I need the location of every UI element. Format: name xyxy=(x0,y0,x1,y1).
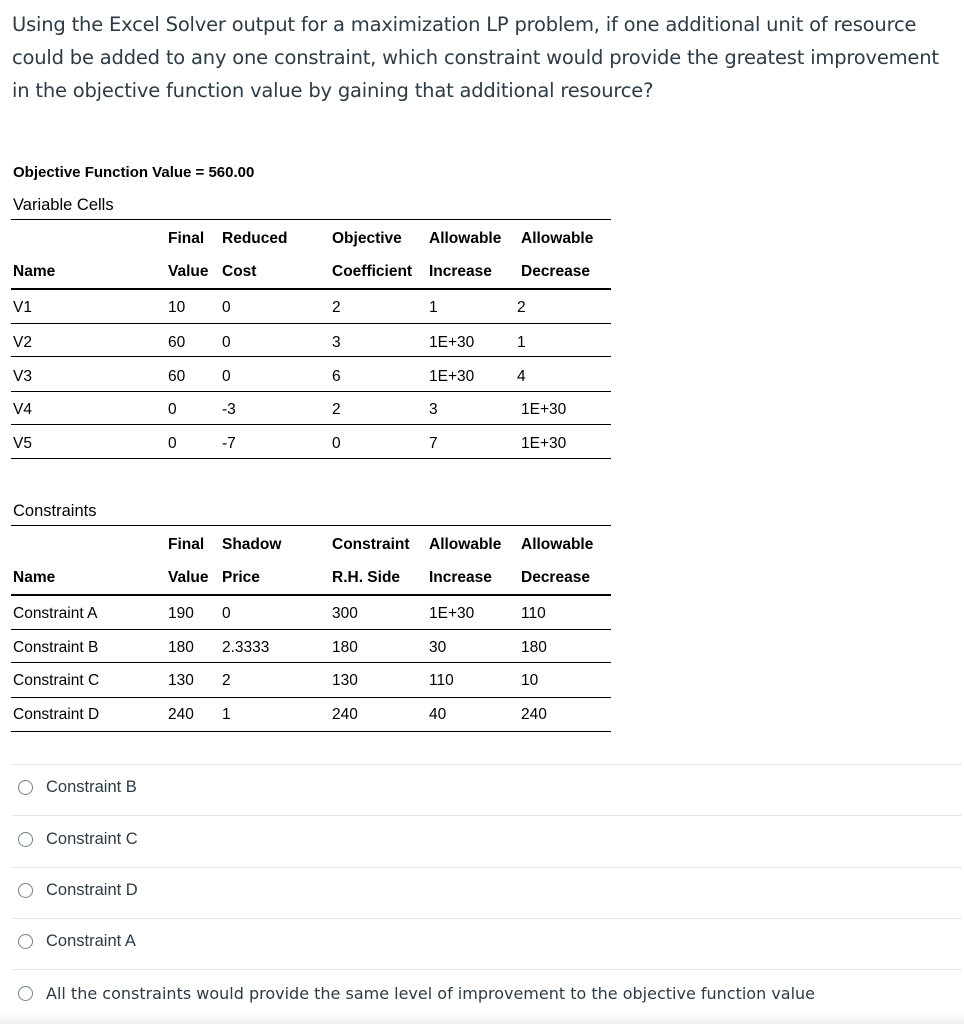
table-cell: 1 xyxy=(429,299,438,316)
table-rule xyxy=(11,594,611,596)
table-cell: 6 xyxy=(332,368,341,385)
table-cell: 240 xyxy=(168,706,194,723)
column-header: Allowable xyxy=(429,230,502,247)
table-cell: 60 xyxy=(168,334,186,351)
row-name: Constraint B xyxy=(13,639,99,656)
option-label: Constraint D xyxy=(46,881,138,899)
table-cell: 10 xyxy=(521,672,539,689)
table-cell: 130 xyxy=(168,672,194,689)
table-cell: 4 xyxy=(517,368,526,385)
table-rule xyxy=(11,662,611,663)
column-header: Allowable xyxy=(521,536,594,553)
option-divider xyxy=(12,764,962,765)
row-name: V1 xyxy=(13,299,32,316)
column-header: Value xyxy=(168,569,209,586)
table-cell: 2.3333 xyxy=(222,639,270,656)
table-cell: 1 xyxy=(517,334,526,351)
row-name: Constraint D xyxy=(13,706,100,723)
question-text: Using the Excel Solver output for a maximization LP problem, if one additional unit of resource could be added to any one constraint, which constraint would provide the greatest improvement in the objective function value by gaining that additional resource? xyxy=(12,13,939,102)
column-header: Decrease xyxy=(521,263,590,280)
option-label: Constraint B xyxy=(46,778,137,796)
table-cell: 0 xyxy=(222,605,231,622)
column-header: Cost xyxy=(222,263,257,280)
option-divider xyxy=(12,918,962,919)
column-header: Final xyxy=(168,536,205,553)
table-cell: 30 xyxy=(429,639,447,656)
option-divider xyxy=(12,969,962,970)
column-header: R.H. Side xyxy=(332,569,401,586)
table-cell: 10 xyxy=(168,299,186,316)
table-rule xyxy=(11,323,611,324)
table-rule xyxy=(11,731,611,732)
objective-function-value: Objective Function Value = 560.00 xyxy=(13,164,255,181)
table-cell: 3 xyxy=(429,401,438,418)
option-divider xyxy=(12,867,962,868)
row-name: Constraint C xyxy=(13,672,100,689)
row-name: V3 xyxy=(13,368,32,385)
table-cell: 0 xyxy=(168,401,177,418)
radio-button[interactable] xyxy=(18,934,33,949)
option-constraint-c[interactable] xyxy=(18,830,138,849)
table-rule xyxy=(11,391,611,392)
table-cell: 0 xyxy=(222,299,231,316)
table-cell: 180 xyxy=(332,639,358,656)
table-cell: 0 xyxy=(168,435,177,452)
column-header: Objective xyxy=(332,230,402,247)
column-header: Shadow xyxy=(222,536,282,553)
column-header: Value xyxy=(168,263,209,280)
table-cell: 180 xyxy=(168,639,194,656)
column-header: Price xyxy=(222,569,260,586)
table-cell: 180 xyxy=(521,639,547,656)
table-cell: 3 xyxy=(332,334,341,351)
table-cell: 2 xyxy=(517,299,526,316)
table-cell: 60 xyxy=(168,368,186,385)
table-cell: 110 xyxy=(429,672,454,689)
table-cell: 1 xyxy=(222,706,231,723)
table-cell: 1E+30 xyxy=(429,605,475,622)
column-header: Increase xyxy=(429,263,492,280)
column-header: Final xyxy=(168,230,205,247)
table-cell: 40 xyxy=(429,706,447,723)
table-cell: 1E+30 xyxy=(429,368,475,385)
radio-button[interactable] xyxy=(18,832,33,847)
table-cell: 1E+30 xyxy=(521,435,567,452)
table-cell: 240 xyxy=(332,706,358,723)
option-label: All the constraints would provide the same level of improvement to the objective function value xyxy=(46,984,816,1003)
table-rule xyxy=(11,219,611,220)
row-name: V4 xyxy=(13,401,32,418)
table-cell: 1E+30 xyxy=(429,334,475,351)
column-header: Increase xyxy=(429,569,492,586)
table-rule xyxy=(11,288,611,290)
column-header: Name xyxy=(13,569,56,586)
option-label: Constraint C xyxy=(46,830,138,848)
row-name: V2 xyxy=(13,334,32,351)
variable-cells-label: Variable Cells xyxy=(13,196,114,214)
table-cell: 2 xyxy=(222,672,231,689)
column-header: Coefficient xyxy=(332,263,413,280)
column-header: Name xyxy=(13,263,56,280)
table-cell: 0 xyxy=(222,334,231,351)
table-rule xyxy=(11,356,611,357)
table-cell: 1E+30 xyxy=(521,401,567,418)
table-cell: 190 xyxy=(168,605,194,622)
table-cell: -3 xyxy=(222,401,236,418)
table-rule xyxy=(11,458,611,459)
table-rule xyxy=(11,697,611,698)
row-name: V5 xyxy=(13,435,32,452)
radio-button[interactable] xyxy=(18,986,33,1001)
column-header: Allowable xyxy=(521,230,594,247)
column-header: Constraint xyxy=(332,536,410,553)
option-label: Constraint A xyxy=(46,932,136,950)
table-cell: 7 xyxy=(429,435,438,452)
table-cell: 300 xyxy=(332,605,358,622)
table-cell: 110 xyxy=(521,605,546,622)
table-cell: 0 xyxy=(332,435,341,452)
option-constraint-d[interactable] xyxy=(18,881,138,900)
constraints-label: Constraints xyxy=(13,502,97,520)
column-header: Decrease xyxy=(521,569,590,586)
table-cell: 130 xyxy=(332,672,358,689)
table-rule xyxy=(11,525,611,526)
table-cell: 2 xyxy=(332,401,341,418)
column-header: Reduced xyxy=(222,230,288,247)
table-cell: 0 xyxy=(222,368,231,385)
table-cell: -7 xyxy=(222,435,236,452)
column-header: Allowable xyxy=(429,536,502,553)
option-all-same[interactable] xyxy=(18,984,815,1003)
radio-button[interactable] xyxy=(18,883,33,898)
radio-button[interactable] xyxy=(18,780,33,795)
row-name: Constraint A xyxy=(13,605,98,622)
table-cell: 240 xyxy=(521,706,547,723)
table-cell: 2 xyxy=(332,299,341,316)
table-rule xyxy=(11,629,611,630)
table-rule xyxy=(11,424,611,425)
bottom-edge xyxy=(0,1012,964,1024)
option-constraint-a[interactable] xyxy=(18,932,136,951)
option-divider xyxy=(12,815,962,816)
option-constraint-b[interactable] xyxy=(18,778,137,797)
